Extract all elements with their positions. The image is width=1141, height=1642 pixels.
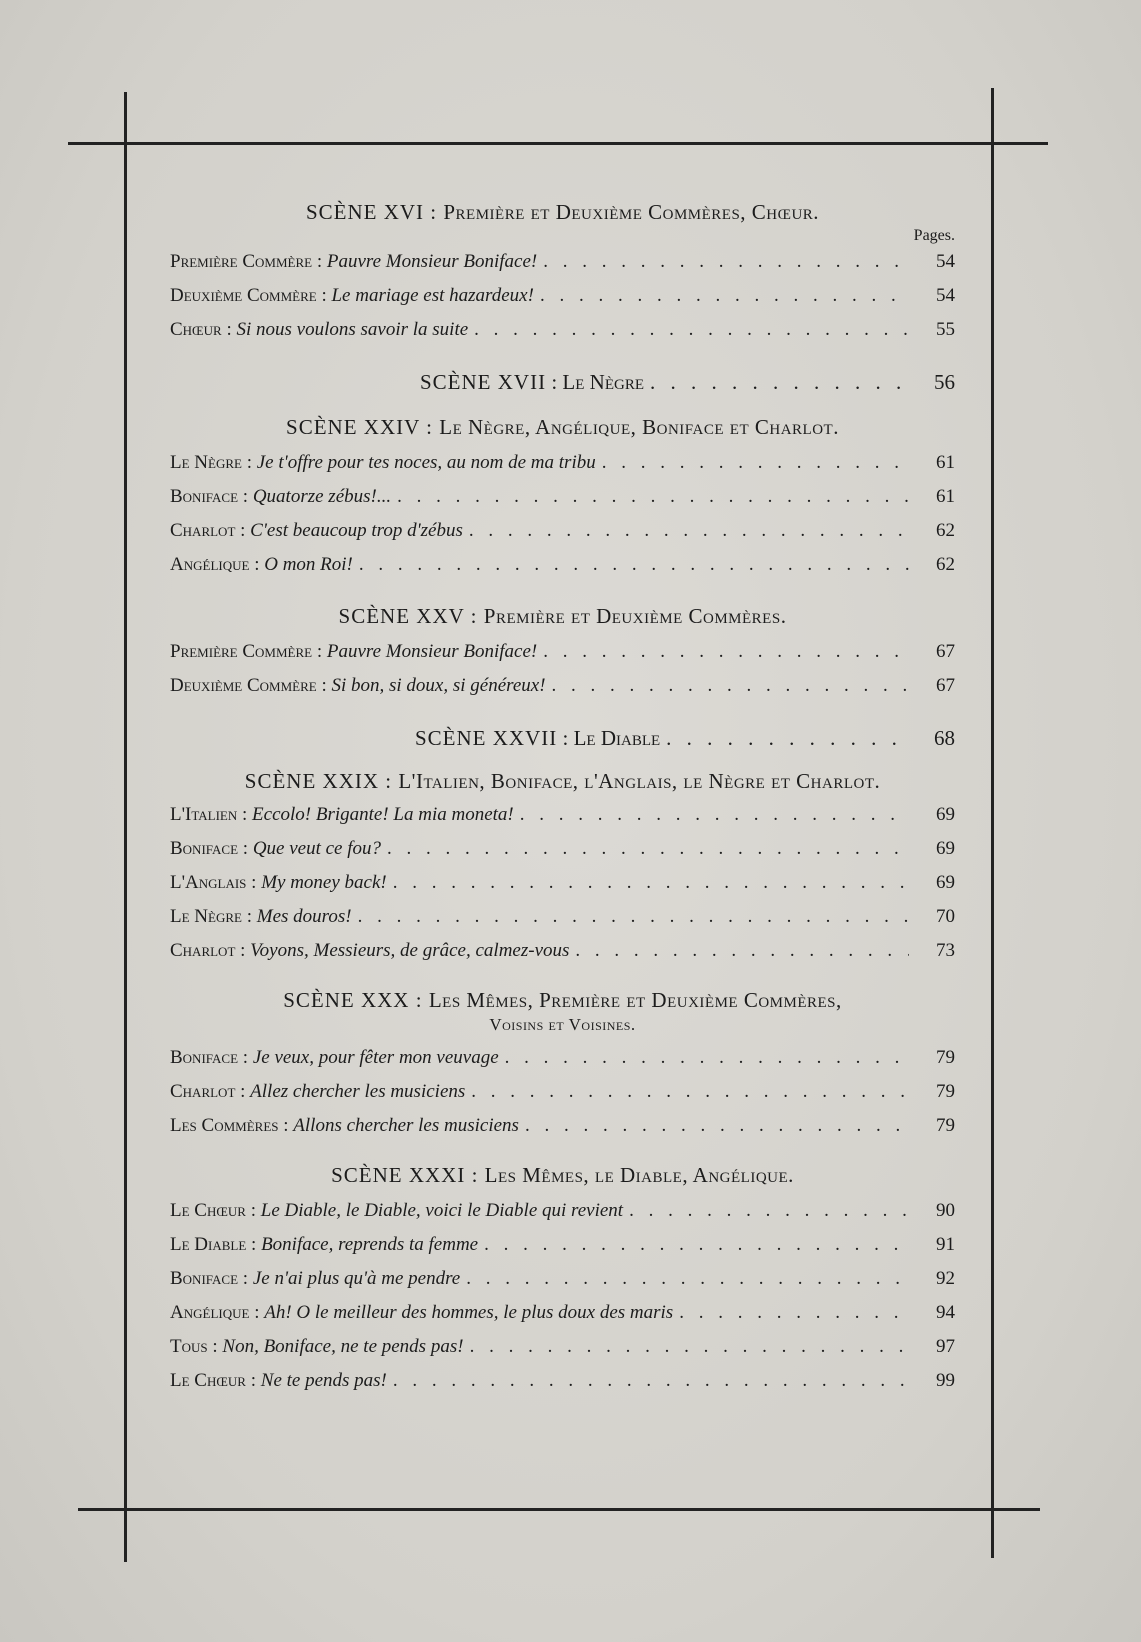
scene-cast: Première et Deuxième Commères, Chœur. [443, 200, 820, 224]
toc-entry: Angélique : Ah! O le meilleur des hommes, le plus doux des maris . . . 94 [170, 1296, 955, 1330]
toc-entry: Chœur : Si nous voulons savoir la suite . . . 55 [170, 313, 955, 347]
page-number: 69 [936, 872, 955, 893]
character: Le Nègre [170, 906, 242, 927]
toc-entry: Boniface : Que veut ce fou? . . . 69 [170, 832, 955, 866]
scene-heading: SCÈNE XXIV : Le Nègre, Angélique, Boniface et Charlot. [286, 415, 839, 439]
toc-entry: Le Nègre : Je t'offre pour tes noces, au nom de ma tribu . . . 61 [170, 446, 955, 480]
scene-cast: Le Nègre [562, 370, 644, 394]
song-title: Je t'offre pour tes noces, au nom de ma tribu [256, 452, 596, 473]
character: Boniface [170, 486, 239, 507]
toc-entry: Le Nègre : Mes douros! . . . 70 [170, 900, 955, 934]
toc-entry: Première Commère : Pauvre Monsieur Boniface! . . . 54 [170, 245, 955, 279]
page-number: 56 [934, 370, 955, 394]
toc-entry: Angélique : O mon Roi! . . . 62 [170, 548, 955, 582]
page-number: 61 [936, 452, 955, 473]
page-number: 69 [936, 838, 955, 859]
toc-entry: Le Chœur : Le Diable, le Diable, voici le Diable qui revient . . . 90 [170, 1194, 955, 1228]
table-of-contents [170, 200, 955, 1398]
scene-cast: Le Nègre, Angélique, Boniface et Charlot. [439, 415, 839, 439]
song-title: My money back! [261, 872, 387, 893]
song-title: Pauvre Monsieur Boniface! [326, 251, 538, 272]
song-title: Allons chercher les musiciens [293, 1115, 519, 1136]
scene-cast: L'Italien, Boniface, l'Anglais, le Nègre et Charlot. [398, 769, 881, 793]
scene-heading: SCÈNE XXVII : Le Diable . . . 68 [170, 721, 955, 755]
scene-number: SCÈNE XXV [338, 604, 465, 628]
character: Première Commère [170, 251, 313, 272]
page-number: 79 [936, 1115, 955, 1136]
character: Charlot [170, 1081, 236, 1102]
song-title: Je n'ai plus qu'à me pendre [252, 1268, 461, 1289]
toc-entry: L'Anglais : My money back! . . . 69 [170, 866, 955, 900]
song-title: Quatorze zébus!... [252, 486, 392, 507]
toc-entry: Charlot : C'est beaucoup trop d'zébus . . . 62 [170, 514, 955, 548]
song-title: Mes douros! [256, 906, 352, 927]
song-title: Allez chercher les musiciens [250, 1081, 466, 1102]
scene-heading: SCÈNE XXX : Les Mêmes, Première et Deuxième Commères, [283, 988, 842, 1012]
scene-cast: Le Diable [573, 726, 661, 750]
song-title: Le Diable, le Diable, voici le Diable qui revient [260, 1200, 624, 1221]
song-title: Voyons, Messieurs, de grâce, calmez-vous [250, 940, 570, 961]
character: Deuxième Commère [170, 675, 317, 696]
character: Le Diable [170, 1234, 247, 1255]
toc-entry: Boniface : Je veux, pour fêter mon veuvage . . . 79 [170, 1041, 955, 1075]
scene-number: SCÈNE XVI [305, 200, 425, 224]
page-number: 54 [936, 285, 955, 306]
song-title: C'est beaucoup trop d'zébus [250, 520, 463, 541]
toc-entry: Charlot : Allez chercher les musiciens . . . 79 [170, 1075, 955, 1109]
character: Les Commères [170, 1115, 279, 1136]
scene-cast: Première et Deuxième Commères. [483, 604, 787, 628]
page-number: 69 [936, 804, 955, 825]
page-number: 90 [936, 1200, 955, 1221]
character: Charlot [170, 520, 236, 541]
character: Boniface [170, 1268, 239, 1289]
page-number: 55 [936, 319, 955, 340]
character: Le Chœur [170, 1370, 246, 1391]
page-number: 91 [936, 1234, 955, 1255]
character: Tous [170, 1336, 208, 1357]
scene-number: SCÈNE XXIV [286, 415, 420, 439]
scene-number: SCÈNE XXXI [331, 1163, 466, 1187]
toc-entry: Tous : Non, Boniface, ne te pends pas! . . . 97 [170, 1330, 955, 1364]
page-number: 54 [936, 251, 955, 272]
page-number: 62 [936, 554, 955, 575]
scene-heading: SCÈNE XXIX : L'Italien, Boniface, l'Anglais, le Nègre et Charlot. [244, 769, 881, 793]
page-number: 70 [936, 906, 955, 927]
song-title: Boniface, reprends ta femme [261, 1234, 479, 1255]
character: Boniface [170, 1047, 239, 1068]
page-number: 99 [936, 1370, 955, 1391]
toc-entry: Boniface : Je n'ai plus qu'à me pendre . . . 92 [170, 1262, 955, 1296]
left-rule [124, 92, 127, 1562]
song-title: Si nous voulons savoir la suite [236, 319, 469, 340]
scene-number: SCÈNE XVII [420, 370, 547, 394]
character: Le Chœur [170, 1200, 246, 1221]
toc-entry: Deuxième Commère : Le mariage est hazardeux! . . . 54 [170, 279, 955, 313]
page-number: 67 [936, 641, 955, 662]
toc-entry: L'Italien : Eccolo! Brigante! La mia moneta! . . . 69 [170, 798, 955, 832]
page-number: 61 [936, 486, 955, 507]
scene-heading: SCÈNE XXV : Première et Deuxième Commères. [338, 604, 787, 628]
character: Charlot [170, 940, 236, 961]
toc-entry: Les Commères : Allons chercher les musiciens . . . 79 [170, 1109, 955, 1143]
page-number: 62 [936, 520, 955, 541]
character: Le Nègre [170, 452, 242, 473]
scene-cast: Les Mêmes, le Diable, Angélique. [484, 1163, 794, 1187]
toc-entry: Charlot : Voyons, Messieurs, de grâce, calmez-vous . . . 73 [170, 934, 955, 968]
top-rule [68, 142, 1048, 145]
character: Boniface [170, 838, 239, 859]
page-number: 97 [936, 1336, 955, 1357]
page-number: 79 [936, 1081, 955, 1102]
song-title: Ne te pends pas! [260, 1370, 387, 1391]
toc-entry: Le Chœur : Ne te pends pas! . . . 99 [170, 1364, 955, 1398]
scene-heading: SCÈNE XVII : Le Nègre . . . 56 [170, 365, 955, 399]
character: Angélique [170, 554, 250, 575]
scene-heading: SCÈNE XVI : Première et Deuxième Commères, Chœur. [305, 200, 820, 224]
character: Première Commère [170, 641, 313, 662]
page-number: 73 [936, 940, 955, 961]
scene-number: SCÈNE XXX [283, 988, 410, 1012]
toc-entry: Le Diable : Boniface, reprends ta femme . . . 91 [170, 1228, 955, 1262]
toc-entry: Deuxième Commère : Si bon, si doux, si généreux! . . . 67 [170, 669, 955, 703]
right-rule [991, 88, 994, 1558]
song-title: O mon Roi! [264, 554, 353, 575]
scene-number: SCÈNE XXVII [415, 726, 558, 750]
pages-label: Pages. [913, 227, 955, 244]
song-title: Eccolo! Brigante! La mia moneta! [252, 804, 514, 825]
toc-entry: Boniface : Quatorze zébus!... . . . 61 [170, 480, 955, 514]
song-title: Le mariage est hazardeux! [331, 285, 534, 306]
page-number: 94 [936, 1302, 955, 1323]
page-number: 92 [936, 1268, 955, 1289]
page-number: 79 [936, 1047, 955, 1068]
page-number: 67 [936, 675, 955, 696]
character: L'Anglais [170, 872, 247, 893]
scene-cast: Voisins et Voisines. [489, 1015, 636, 1034]
character: Chœur [170, 319, 222, 340]
scene-number: SCÈNE XXIX [244, 769, 380, 793]
song-title: Ah! O le meilleur des hommes, le plus doux des maris [264, 1302, 674, 1323]
character: Deuxième Commère [170, 285, 317, 306]
scene-cast-continued [170, 1015, 955, 1035]
song-title: Pauvre Monsieur Boniface! [326, 641, 538, 662]
song-title: Que veut ce fou? [252, 838, 382, 859]
toc-entry: Première Commère : Pauvre Monsieur Boniface! . . . 67 [170, 635, 955, 669]
scene-heading: SCÈNE XXXI : Les Mêmes, le Diable, Angélique. [331, 1163, 794, 1187]
scene-cast: Les Mêmes, Première et Deuxième Commères, [428, 988, 842, 1012]
song-title: Je veux, pour fêter mon veuvage [252, 1047, 499, 1068]
song-title: Non, Boniface, ne te pends pas! [222, 1336, 464, 1357]
song-title: Si bon, si doux, si généreux! [331, 675, 546, 696]
page-number: 68 [934, 726, 955, 750]
bottom-rule [78, 1508, 1040, 1511]
character: Angélique [170, 1302, 250, 1323]
character: L'Italien [170, 804, 238, 825]
